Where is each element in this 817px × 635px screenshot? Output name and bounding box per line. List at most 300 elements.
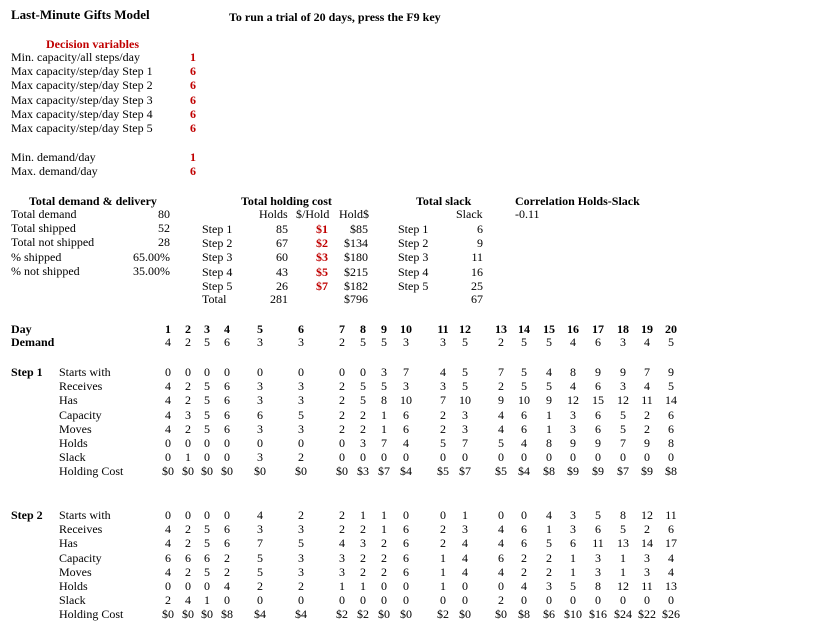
grid-cell: 1 [360, 579, 366, 593]
grid-cell: 0 [298, 365, 304, 379]
grid-cell: 0 [381, 579, 387, 593]
grid-cell: 2 [165, 593, 171, 608]
totals-label: Total not shipped [11, 235, 95, 250]
grid-cell: 3 [257, 379, 263, 394]
grid-cell: 6 [595, 421, 601, 436]
holding-cost: $85 [350, 222, 368, 236]
grid-cell: 0 [440, 593, 446, 608]
grid-cell: 2 [339, 421, 345, 436]
demand-value: 4 [570, 335, 576, 349]
grid-cell: 2 [381, 564, 387, 579]
row-label: Holding Cost [59, 607, 124, 622]
day-number: 9 [381, 322, 387, 336]
holding-rate: $1 [316, 222, 328, 236]
grid-cell: 11 [592, 536, 604, 551]
grid-cell: 2 [381, 550, 387, 565]
grid-cell: 4 [165, 421, 171, 436]
grid-cell: 2 [521, 564, 527, 579]
grid-cell: 2 [521, 550, 527, 565]
grid-cell: $5 [495, 464, 507, 479]
holding-total-cost: $796 [344, 292, 368, 306]
demand-value: 3 [298, 335, 304, 349]
grid-cell: 0 [298, 436, 304, 450]
grid-cell: 2 [440, 421, 446, 436]
grid-cell: 0 [204, 365, 210, 379]
row-label: Holds [59, 579, 88, 593]
totals-value: 52 [158, 221, 170, 236]
day-number: 2 [185, 322, 191, 336]
row-label: Capacity [59, 407, 102, 422]
day-number: 13 [495, 322, 507, 336]
grid-cell: 2 [257, 579, 263, 593]
slack-value: 9 [477, 236, 483, 251]
grid-cell: 1 [620, 564, 626, 579]
grid-cell: $8 [665, 464, 677, 479]
holding-rate: $7 [316, 278, 328, 293]
grid-cell: 1 [381, 421, 387, 436]
grid-cell: 4 [185, 593, 191, 608]
grid-cell: $8 [543, 464, 555, 479]
grid-cell: 4 [644, 379, 650, 394]
grid-cell: $8 [221, 607, 233, 622]
instruction-text: To run a trial of 20 days, press the F9 key [229, 10, 441, 24]
demand-value: 3 [257, 335, 263, 349]
grid-cell: 5 [204, 564, 210, 579]
grid-cell: $9 [641, 464, 653, 479]
grid-cell: 13 [665, 579, 677, 593]
grid-cell: 12 [567, 393, 579, 408]
grid-cell: 1 [570, 550, 576, 565]
grid-cell: 3 [339, 564, 345, 579]
grid-cell: 6 [521, 536, 527, 551]
grid-cell: 1 [440, 564, 446, 579]
grid-cell: 4 [440, 365, 446, 379]
grid-cell: 2 [339, 522, 345, 537]
grid-cell: 4 [570, 379, 576, 394]
grid-cell: 5 [462, 365, 468, 379]
grid-cell: 4 [165, 536, 171, 551]
demand-value: 3 [620, 335, 626, 349]
grid-cell: 11 [665, 508, 677, 522]
grid-cell: $2 [357, 607, 369, 622]
grid-cell: 0 [403, 508, 409, 522]
grid-cell: 5 [546, 379, 552, 394]
grid-cell: 2 [185, 421, 191, 436]
demand-setting-value: 1 [190, 150, 196, 164]
grid-cell: 2 [360, 550, 366, 565]
day-number: 20 [665, 322, 677, 336]
demand-value: 5 [381, 335, 387, 349]
grid-cell: 1 [381, 407, 387, 422]
grid-cell: 10 [459, 393, 471, 408]
grid-cell: 4 [498, 407, 504, 422]
grid-cell: 2 [185, 393, 191, 408]
row-label: Moves [59, 564, 92, 579]
holding-rate: $2 [316, 236, 328, 251]
grid-cell: 0 [595, 450, 601, 465]
grid-cell: 4 [165, 564, 171, 579]
demand-value: 4 [644, 335, 650, 349]
grid-cell: 5 [360, 393, 366, 408]
grid-cell: $4 [254, 607, 266, 622]
grid-cell: $26 [662, 607, 680, 622]
day-number: 11 [437, 322, 449, 336]
grid-cell: $2 [437, 607, 449, 622]
day-number: 3 [204, 322, 210, 336]
grid-cell: $0 [400, 607, 412, 622]
grid-cell: 0 [668, 450, 674, 465]
grid-cell: 0 [440, 508, 446, 522]
grid-cell: 8 [668, 436, 674, 450]
decision-value: 1 [190, 50, 196, 64]
step-label: Step 2 [11, 508, 43, 522]
grid-cell: 6 [224, 421, 230, 436]
day-label: Day [11, 322, 32, 336]
demand-value: 6 [224, 335, 230, 349]
decision-value: 6 [190, 64, 196, 79]
grid-cell: 0 [644, 593, 650, 608]
correlation-value: -0.11 [515, 207, 540, 221]
day-number: 15 [543, 322, 555, 336]
grid-cell: $0 [221, 464, 233, 479]
grid-cell: 0 [570, 450, 576, 465]
decision-label: Max capacity/step/day Step 4 [11, 106, 153, 121]
grid-cell: 6 [224, 536, 230, 551]
grid-cell: 1 [381, 508, 387, 522]
grid-cell: 4 [403, 436, 409, 450]
grid-cell: 2 [224, 564, 230, 579]
demand-setting-label: Max. demand/day [11, 164, 98, 179]
grid-cell: 0 [298, 593, 304, 608]
grid-cell: 2 [644, 407, 650, 422]
slack-step: Step 5 [398, 278, 429, 293]
grid-cell: 6 [403, 536, 409, 551]
grid-cell: $4 [400, 464, 412, 479]
row-label: Receives [59, 379, 103, 394]
grid-cell: $8 [518, 607, 530, 622]
grid-cell: 3 [403, 379, 409, 394]
grid-cell: 0 [668, 593, 674, 608]
totals-heading: Total demand & delivery [29, 194, 157, 208]
grid-cell: 5 [570, 579, 576, 593]
totals-label: Total demand [11, 207, 77, 221]
grid-cell: 9 [498, 393, 504, 408]
grid-cell: $0 [295, 464, 307, 479]
demand-value: 3 [403, 335, 409, 349]
row-label: Has [59, 393, 78, 408]
grid-cell: $0 [182, 607, 194, 622]
row-label: Slack [59, 450, 86, 465]
grid-cell: 3 [644, 564, 650, 579]
grid-cell: 12 [617, 579, 629, 593]
demand-setting-value: 6 [190, 164, 196, 179]
totals-value: 65.00% [133, 249, 170, 264]
grid-cell: 3 [257, 393, 263, 408]
grid-cell: 5 [204, 393, 210, 408]
totals-value: 28 [158, 235, 170, 250]
grid-cell: 2 [360, 421, 366, 436]
grid-cell: 0 [381, 593, 387, 608]
grid-cell: 0 [165, 436, 171, 450]
grid-cell: 3 [595, 564, 601, 579]
grid-cell: 1 [339, 579, 345, 593]
grid-cell: 0 [224, 593, 230, 608]
grid-cell: 0 [224, 436, 230, 450]
grid-cell: $0 [459, 607, 471, 622]
grid-cell: 3 [570, 522, 576, 537]
grid-cell: 3 [620, 379, 626, 394]
grid-cell: 0 [620, 450, 626, 465]
grid-cell: 5 [204, 522, 210, 537]
grid-cell: 5 [257, 564, 263, 579]
holding-cost: $180 [344, 250, 368, 265]
grid-cell: 6 [521, 407, 527, 422]
grid-cell: 9 [668, 365, 674, 379]
grid-cell: 6 [595, 407, 601, 422]
grid-cell: 1 [546, 421, 552, 436]
slack-value: 11 [471, 250, 483, 265]
grid-cell: 2 [498, 593, 504, 608]
grid-cell: 0 [257, 365, 263, 379]
demand-value: 4 [165, 335, 171, 349]
grid-cell: 5 [257, 550, 263, 565]
grid-cell: 6 [204, 550, 210, 565]
grid-cell: 0 [498, 450, 504, 465]
slack-heading: Total slack [416, 194, 472, 208]
grid-cell: 0 [521, 450, 527, 465]
holding-col-rate: $/Hold [296, 207, 330, 221]
step-label: Step 1 [11, 365, 43, 379]
grid-cell: 4 [165, 407, 171, 422]
slack-step: Step 3 [398, 250, 429, 265]
day-number: 4 [224, 322, 230, 336]
grid-cell: 6 [224, 379, 230, 394]
grid-cell: 1 [546, 522, 552, 537]
grid-cell: $0 [162, 464, 174, 479]
demand-setting-label: Min. demand/day [11, 150, 96, 164]
grid-cell: 4 [498, 536, 504, 551]
holding-cost: $134 [344, 236, 368, 251]
grid-cell: 1 [570, 564, 576, 579]
grid-cell: 6 [165, 550, 171, 565]
grid-cell: 13 [617, 536, 629, 551]
day-number: 19 [641, 322, 653, 336]
grid-cell: 5 [204, 379, 210, 394]
slack-step: Step 1 [398, 222, 429, 236]
grid-cell: 0 [204, 508, 210, 522]
grid-cell: 0 [185, 436, 191, 450]
demand-value: 2 [498, 335, 504, 349]
grid-cell: 8 [381, 393, 387, 408]
grid-cell: 5 [204, 536, 210, 551]
grid-cell: 6 [257, 407, 263, 422]
grid-cell: $16 [589, 607, 607, 622]
grid-cell: 3 [298, 522, 304, 537]
grid-cell: 1 [546, 407, 552, 422]
grid-cell: 0 [521, 593, 527, 608]
grid-cell: 5 [440, 436, 446, 450]
grid-cell: 2 [298, 450, 304, 465]
grid-cell: 5 [620, 522, 626, 537]
grid-cell: 9 [620, 365, 626, 379]
grid-cell: $9 [567, 464, 579, 479]
grid-cell: 2 [440, 522, 446, 537]
grid-cell: 3 [440, 379, 446, 394]
grid-cell: 6 [185, 550, 191, 565]
grid-cell: 0 [185, 508, 191, 522]
slack-step: Step 4 [398, 264, 429, 279]
grid-cell: 3 [257, 421, 263, 436]
holding-holds: 67 [276, 236, 288, 251]
demand-value: 2 [185, 335, 191, 349]
grid-cell: 2 [224, 550, 230, 565]
grid-cell: 3 [570, 508, 576, 522]
holding-col-cost: Hold$ [339, 207, 369, 221]
decision-label: Max capacity/step/day Step 1 [11, 64, 153, 79]
holding-step: Step 2 [202, 236, 233, 251]
grid-cell: $10 [564, 607, 582, 622]
grid-cell: 4 [462, 536, 468, 551]
grid-cell: 0 [360, 593, 366, 608]
holding-rate: $3 [316, 250, 328, 265]
grid-cell: 4 [668, 564, 674, 579]
grid-cell: 5 [620, 421, 626, 436]
day-number: 10 [400, 322, 412, 336]
decision-value: 6 [190, 106, 196, 121]
decision-value: 6 [190, 121, 196, 135]
grid-cell: 14 [641, 536, 653, 551]
grid-cell: 3 [339, 550, 345, 565]
row-label: Holding Cost [59, 464, 124, 479]
grid-cell: 2 [298, 508, 304, 522]
grid-cell: 0 [521, 508, 527, 522]
grid-cell: 5 [381, 379, 387, 394]
grid-cell: 5 [521, 379, 527, 394]
day-number: 18 [617, 322, 629, 336]
grid-cell: 5 [298, 407, 304, 422]
grid-cell: 1 [440, 579, 446, 593]
day-number: 12 [459, 322, 471, 336]
grid-cell: 5 [546, 536, 552, 551]
grid-cell: $7 [459, 464, 471, 479]
totals-label: % not shipped [11, 263, 80, 278]
grid-cell: $0 [495, 607, 507, 622]
grid-cell: 3 [298, 564, 304, 579]
grid-cell: 0 [360, 365, 366, 379]
holding-rate: $5 [316, 264, 328, 279]
grid-cell: 4 [521, 436, 527, 450]
demand-value: 5 [668, 335, 674, 349]
grid-cell: 2 [360, 522, 366, 537]
grid-cell: 0 [224, 365, 230, 379]
grid-cell: 12 [641, 508, 653, 522]
grid-cell: 2 [360, 564, 366, 579]
grid-cell: 6 [595, 522, 601, 537]
row-label: Capacity [59, 550, 102, 565]
grid-cell: 6 [403, 522, 409, 537]
grid-cell: 0 [440, 450, 446, 465]
grid-cell: 2 [498, 379, 504, 394]
grid-cell: $7 [378, 464, 390, 479]
grid-cell: 2 [185, 522, 191, 537]
grid-cell: 6 [668, 407, 674, 422]
row-label: Moves [59, 421, 92, 436]
grid-cell: 0 [403, 450, 409, 465]
grid-cell: 7 [440, 393, 446, 408]
grid-cell: 15 [592, 393, 604, 408]
grid-cell: 0 [165, 365, 171, 379]
grid-cell: 2 [185, 536, 191, 551]
grid-cell: 9 [595, 365, 601, 379]
grid-cell: 8 [595, 579, 601, 593]
grid-cell: 3 [462, 421, 468, 436]
grid-cell: 5 [204, 421, 210, 436]
grid-cell: 2 [339, 379, 345, 394]
grid-cell: 7 [644, 365, 650, 379]
demand-value: 5 [521, 335, 527, 349]
row-label: Holds [59, 436, 88, 450]
grid-cell: $0 [201, 464, 213, 479]
grid-cell: 0 [257, 593, 263, 608]
grid-cell: 3 [546, 579, 552, 593]
holding-cost: $215 [344, 264, 368, 279]
decision-label: Max capacity/step/day Step 2 [11, 78, 153, 93]
demand-value: 5 [546, 335, 552, 349]
grid-cell: 8 [570, 365, 576, 379]
grid-cell: 0 [339, 450, 345, 465]
grid-cell: $22 [638, 607, 656, 622]
grid-cell: 3 [570, 421, 576, 436]
grid-cell: 10 [400, 393, 412, 408]
grid-cell: 6 [521, 522, 527, 537]
grid-cell: 0 [204, 450, 210, 465]
grid-cell: 6 [403, 421, 409, 436]
grid-cell: 1 [360, 508, 366, 522]
holding-holds: 85 [276, 222, 288, 236]
grid-cell: $24 [614, 607, 632, 622]
grid-cell: 7 [498, 365, 504, 379]
grid-cell: 5 [668, 379, 674, 394]
demand-value: 6 [595, 335, 601, 349]
grid-cell: 3 [570, 407, 576, 422]
totals-label: % shipped [11, 249, 62, 264]
totals-value: 80 [158, 207, 170, 221]
row-label: Has [59, 536, 78, 551]
slack-col: Slack [456, 207, 483, 221]
grid-cell: 6 [595, 379, 601, 394]
holding-holds: 26 [276, 278, 288, 293]
grid-cell: 1 [620, 550, 626, 565]
grid-cell: 3 [298, 379, 304, 394]
grid-cell: 3 [185, 407, 191, 422]
slack-total: 67 [471, 292, 483, 306]
grid-cell: 0 [570, 593, 576, 608]
grid-cell: 9 [644, 436, 650, 450]
grid-cell: 0 [224, 508, 230, 522]
demand-value: 3 [440, 335, 446, 349]
grid-cell: 2 [644, 421, 650, 436]
grid-cell: 0 [185, 365, 191, 379]
grid-cell: 0 [462, 450, 468, 465]
row-label: Receives [59, 522, 103, 537]
grid-cell: 3 [298, 550, 304, 565]
model-title: Last-Minute Gifts Model [11, 7, 150, 22]
grid-cell: $0 [201, 607, 213, 622]
grid-cell: 9 [546, 393, 552, 408]
grid-cell: 3 [298, 421, 304, 436]
grid-cell: 17 [665, 536, 677, 551]
grid-cell: 5 [298, 536, 304, 551]
